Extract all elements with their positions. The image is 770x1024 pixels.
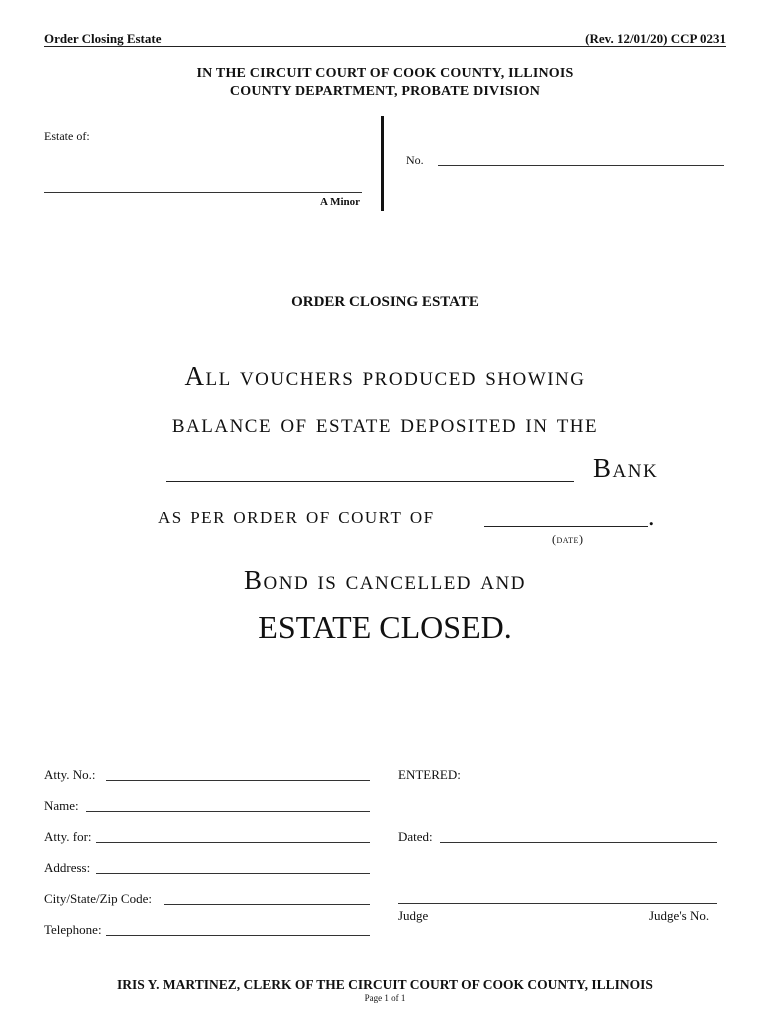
court-division: COUNTY DEPARTMENT, PROBATE DIVISION: [229, 84, 541, 99]
atty-no-field[interactable]: [106, 780, 370, 781]
entered-label: ENTERED:: [398, 767, 461, 782]
atty-no-label: Atty. No.:: [44, 767, 96, 782]
case-number-label: No.: [406, 153, 424, 167]
page-number: Page 1 of 1: [364, 993, 406, 1003]
city-state-zip-field[interactable]: [164, 904, 370, 905]
case-number-line: [438, 165, 724, 166]
date-hint: (date): [552, 532, 584, 546]
order-line-2: balance of estate deposited in the: [171, 408, 599, 438]
dated-label: Dated:: [398, 829, 433, 844]
header-rule: [44, 46, 726, 47]
judge-number-label: Judge's No.: [649, 908, 710, 923]
form-revision: (Rev. 12/01/20) CCP 0231: [585, 31, 726, 46]
case-number-field[interactable]: [442, 151, 722, 165]
court-name: IN THE CIRCUIT COURT OF COOK COUNTY, ILLINOIS: [196, 66, 574, 81]
order-date-line: [484, 526, 648, 527]
name-field[interactable]: [86, 811, 370, 812]
name-label: Name:: [44, 798, 79, 813]
estate-name-field[interactable]: [48, 178, 348, 192]
atty-for-label: Atty. for:: [44, 829, 92, 844]
address-label: Address:: [44, 860, 91, 875]
judge-signature-line[interactable]: [398, 903, 717, 904]
order-line-1: All vouchers produced showing: [184, 361, 586, 391]
estate-of-label: Estate of:: [44, 129, 90, 143]
estate-name-line: [44, 192, 362, 193]
bank-label: Bank: [593, 453, 659, 483]
order-date-field[interactable]: [486, 510, 646, 524]
order-date-period: .: [648, 502, 655, 531]
city-state-zip-label: City/State/Zip Code:: [44, 891, 152, 906]
estate-closed: ESTATE CLOSED.: [258, 609, 512, 645]
bank-name-field[interactable]: [170, 463, 570, 479]
order-title: ORDER CLOSING ESTATE: [291, 294, 479, 310]
caption-divider: [381, 116, 384, 211]
telephone-field[interactable]: [106, 935, 370, 936]
minor-label: A Minor: [320, 196, 361, 208]
dated-field[interactable]: [440, 842, 717, 843]
judge-label: Judge: [398, 908, 429, 923]
form-name: Order Closing Estate: [44, 31, 162, 46]
order-line-5: Bond is cancelled and: [244, 565, 526, 595]
bank-name-line: [166, 481, 574, 482]
order-line-4: as per order of court of: [158, 503, 435, 529]
address-field[interactable]: [96, 873, 370, 874]
atty-for-field[interactable]: [96, 842, 370, 843]
clerk-name: IRIS Y. MARTINEZ, CLERK OF THE CIRCUIT COURT OF COOK COUNTY, ILLINOIS: [117, 977, 653, 992]
telephone-label: Telephone:: [44, 922, 102, 937]
